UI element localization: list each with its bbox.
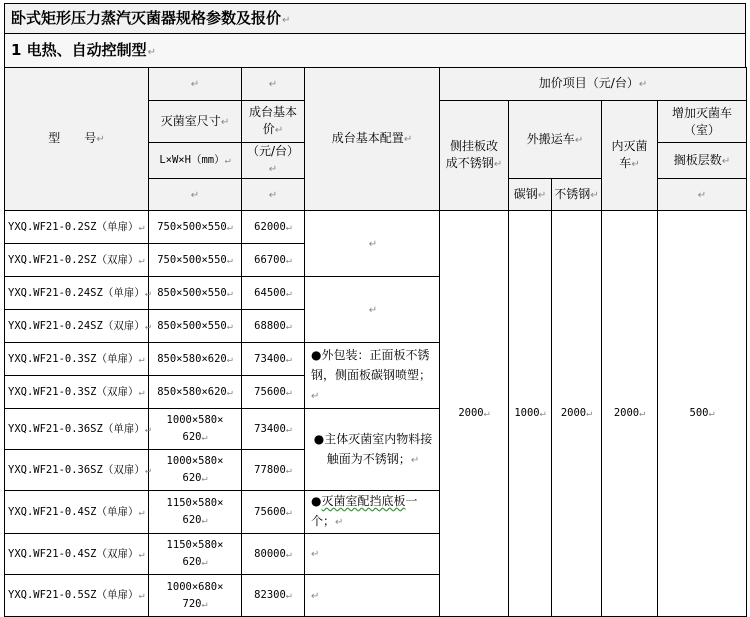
- side-panel-price: 2000↵: [440, 211, 509, 617]
- header-stainless: 不锈钢↵: [552, 179, 602, 211]
- price-cell: 75600↵: [242, 376, 305, 409]
- header-blank: ↵: [658, 179, 747, 211]
- header-carbon-steel: 碳钢↵: [509, 179, 552, 211]
- model-cell: YXQ.WF21-0.2SZ（单扉）↵: [5, 211, 149, 244]
- model-cell: YXQ.WF21-0.4SZ（双扉）↵: [5, 534, 149, 575]
- chamber-size-cell: 750×500×550↵: [149, 244, 242, 277]
- inner-cart-price: 2000↵: [602, 211, 658, 617]
- model-cell: YXQ.WF21-0.24SZ（单扉）↵: [5, 277, 149, 310]
- header-addon-group: 加价项目（元/台）↵: [440, 68, 747, 101]
- price-cell: 75600↵: [242, 491, 305, 534]
- model-cell: YXQ.WF21-0.3SZ（双扉）↵: [5, 376, 149, 409]
- chamber-size-cell: 850×580×620↵: [149, 376, 242, 409]
- header-chamber-dims: L×W×H（mm）↵: [149, 143, 242, 179]
- model-cell: YXQ.WF21-0.24SZ（双扉）↵: [5, 310, 149, 343]
- return-mark: ↵: [147, 47, 157, 58]
- model-cell: YXQ.WF21-0.2SZ（双扉）↵: [5, 244, 149, 277]
- title-text: 卧式矩形压力蒸汽灭菌器规格参数及报价: [11, 9, 282, 27]
- header-inner-cart: 内灭菌 车↵: [602, 101, 658, 211]
- table-row: [5, 211, 747, 244]
- model-cell: YXQ.WF21-0.36SZ（双扉）↵: [5, 450, 149, 491]
- price-cell: 73400↵: [242, 343, 305, 376]
- header-model: 型 号↵: [5, 68, 149, 211]
- config-cell-empty: ↵: [305, 534, 440, 575]
- chamber-size-cell: 1150×580× 620↵: [149, 534, 242, 575]
- chamber-size-cell: 750×500×550↵: [149, 211, 242, 244]
- header-shelf-count: 搁板层数↵: [658, 143, 747, 179]
- header-side-panel: 侧挂板改 成不锈钢↵: [440, 101, 509, 211]
- document-title: [4, 3, 746, 33]
- config-bottom-plate: ●灭菌室配挡底板一个；↵: [305, 491, 440, 534]
- header-base-price: 成台基本 价↵: [242, 101, 305, 143]
- price-cell: 82300↵: [242, 575, 305, 617]
- price-cell: 77800↵: [242, 450, 305, 491]
- chamber-size-cell: 1150×580× 620↵: [149, 491, 242, 534]
- chamber-size-cell: 1000×680× 720↵: [149, 575, 242, 617]
- config-outer-pack: ●外包装：正面板不锈钢，侧面板碳钢喷塑；↵: [305, 343, 440, 409]
- stainless-price: 2000↵: [552, 211, 602, 617]
- carbon-steel-price: 1000↵: [509, 211, 552, 617]
- config-cell-empty: ↵: [305, 211, 440, 277]
- model-cell: YXQ.WF21-0.36SZ（单扉）↵: [5, 409, 149, 450]
- extra-shelf-price: 500↵: [658, 211, 747, 617]
- model-cell: YXQ.WF21-0.4SZ（单扉）↵: [5, 491, 149, 534]
- header-outer-cart: 外搬运车↵: [509, 101, 602, 179]
- price-cell: 80000↵: [242, 534, 305, 575]
- config-cell-empty: ↵: [305, 277, 440, 343]
- header-extra-cart: 增加灭菌车 （室）: [658, 101, 747, 143]
- section-heading: [4, 33, 746, 67]
- price-cell: 68800↵: [242, 310, 305, 343]
- header-blank: ↵: [242, 68, 305, 101]
- chamber-size-cell: 1000×580× 620↵: [149, 450, 242, 491]
- return-mark: ↵: [282, 15, 291, 26]
- chamber-size-cell: 850×500×550↵: [149, 277, 242, 310]
- header-chamber-size: 灭菌室尺寸↵: [149, 101, 242, 143]
- price-cell: 66700↵: [242, 244, 305, 277]
- header-blank: ↵: [149, 68, 242, 101]
- chamber-size-cell: 1000×580× 620↵: [149, 409, 242, 450]
- model-cell: YXQ.WF21-0.5SZ（单扉）↵: [5, 575, 149, 617]
- config-cell-empty: ↵: [305, 575, 440, 617]
- header-blank: ↵: [149, 179, 242, 211]
- spec-price-table: [4, 67, 747, 617]
- model-cell: YXQ.WF21-0.3SZ（单扉）↵: [5, 343, 149, 376]
- header-base-price-unit: （元/台）↵: [242, 143, 305, 179]
- price-cell: 62000↵: [242, 211, 305, 244]
- config-inner-contact: ●主体灭菌室内物料接触面为不锈钢；↵: [305, 409, 440, 491]
- chamber-size-cell: 850×580×620↵: [149, 343, 242, 376]
- price-cell: 73400↵: [242, 409, 305, 450]
- header-base-config: 成台基本配置↵: [305, 68, 440, 211]
- chamber-size-cell: 850×500×550↵: [149, 310, 242, 343]
- price-cell: 64500↵: [242, 277, 305, 310]
- header-blank: ↵: [242, 179, 305, 211]
- section-text: 1 电热、自动控制型: [11, 41, 147, 59]
